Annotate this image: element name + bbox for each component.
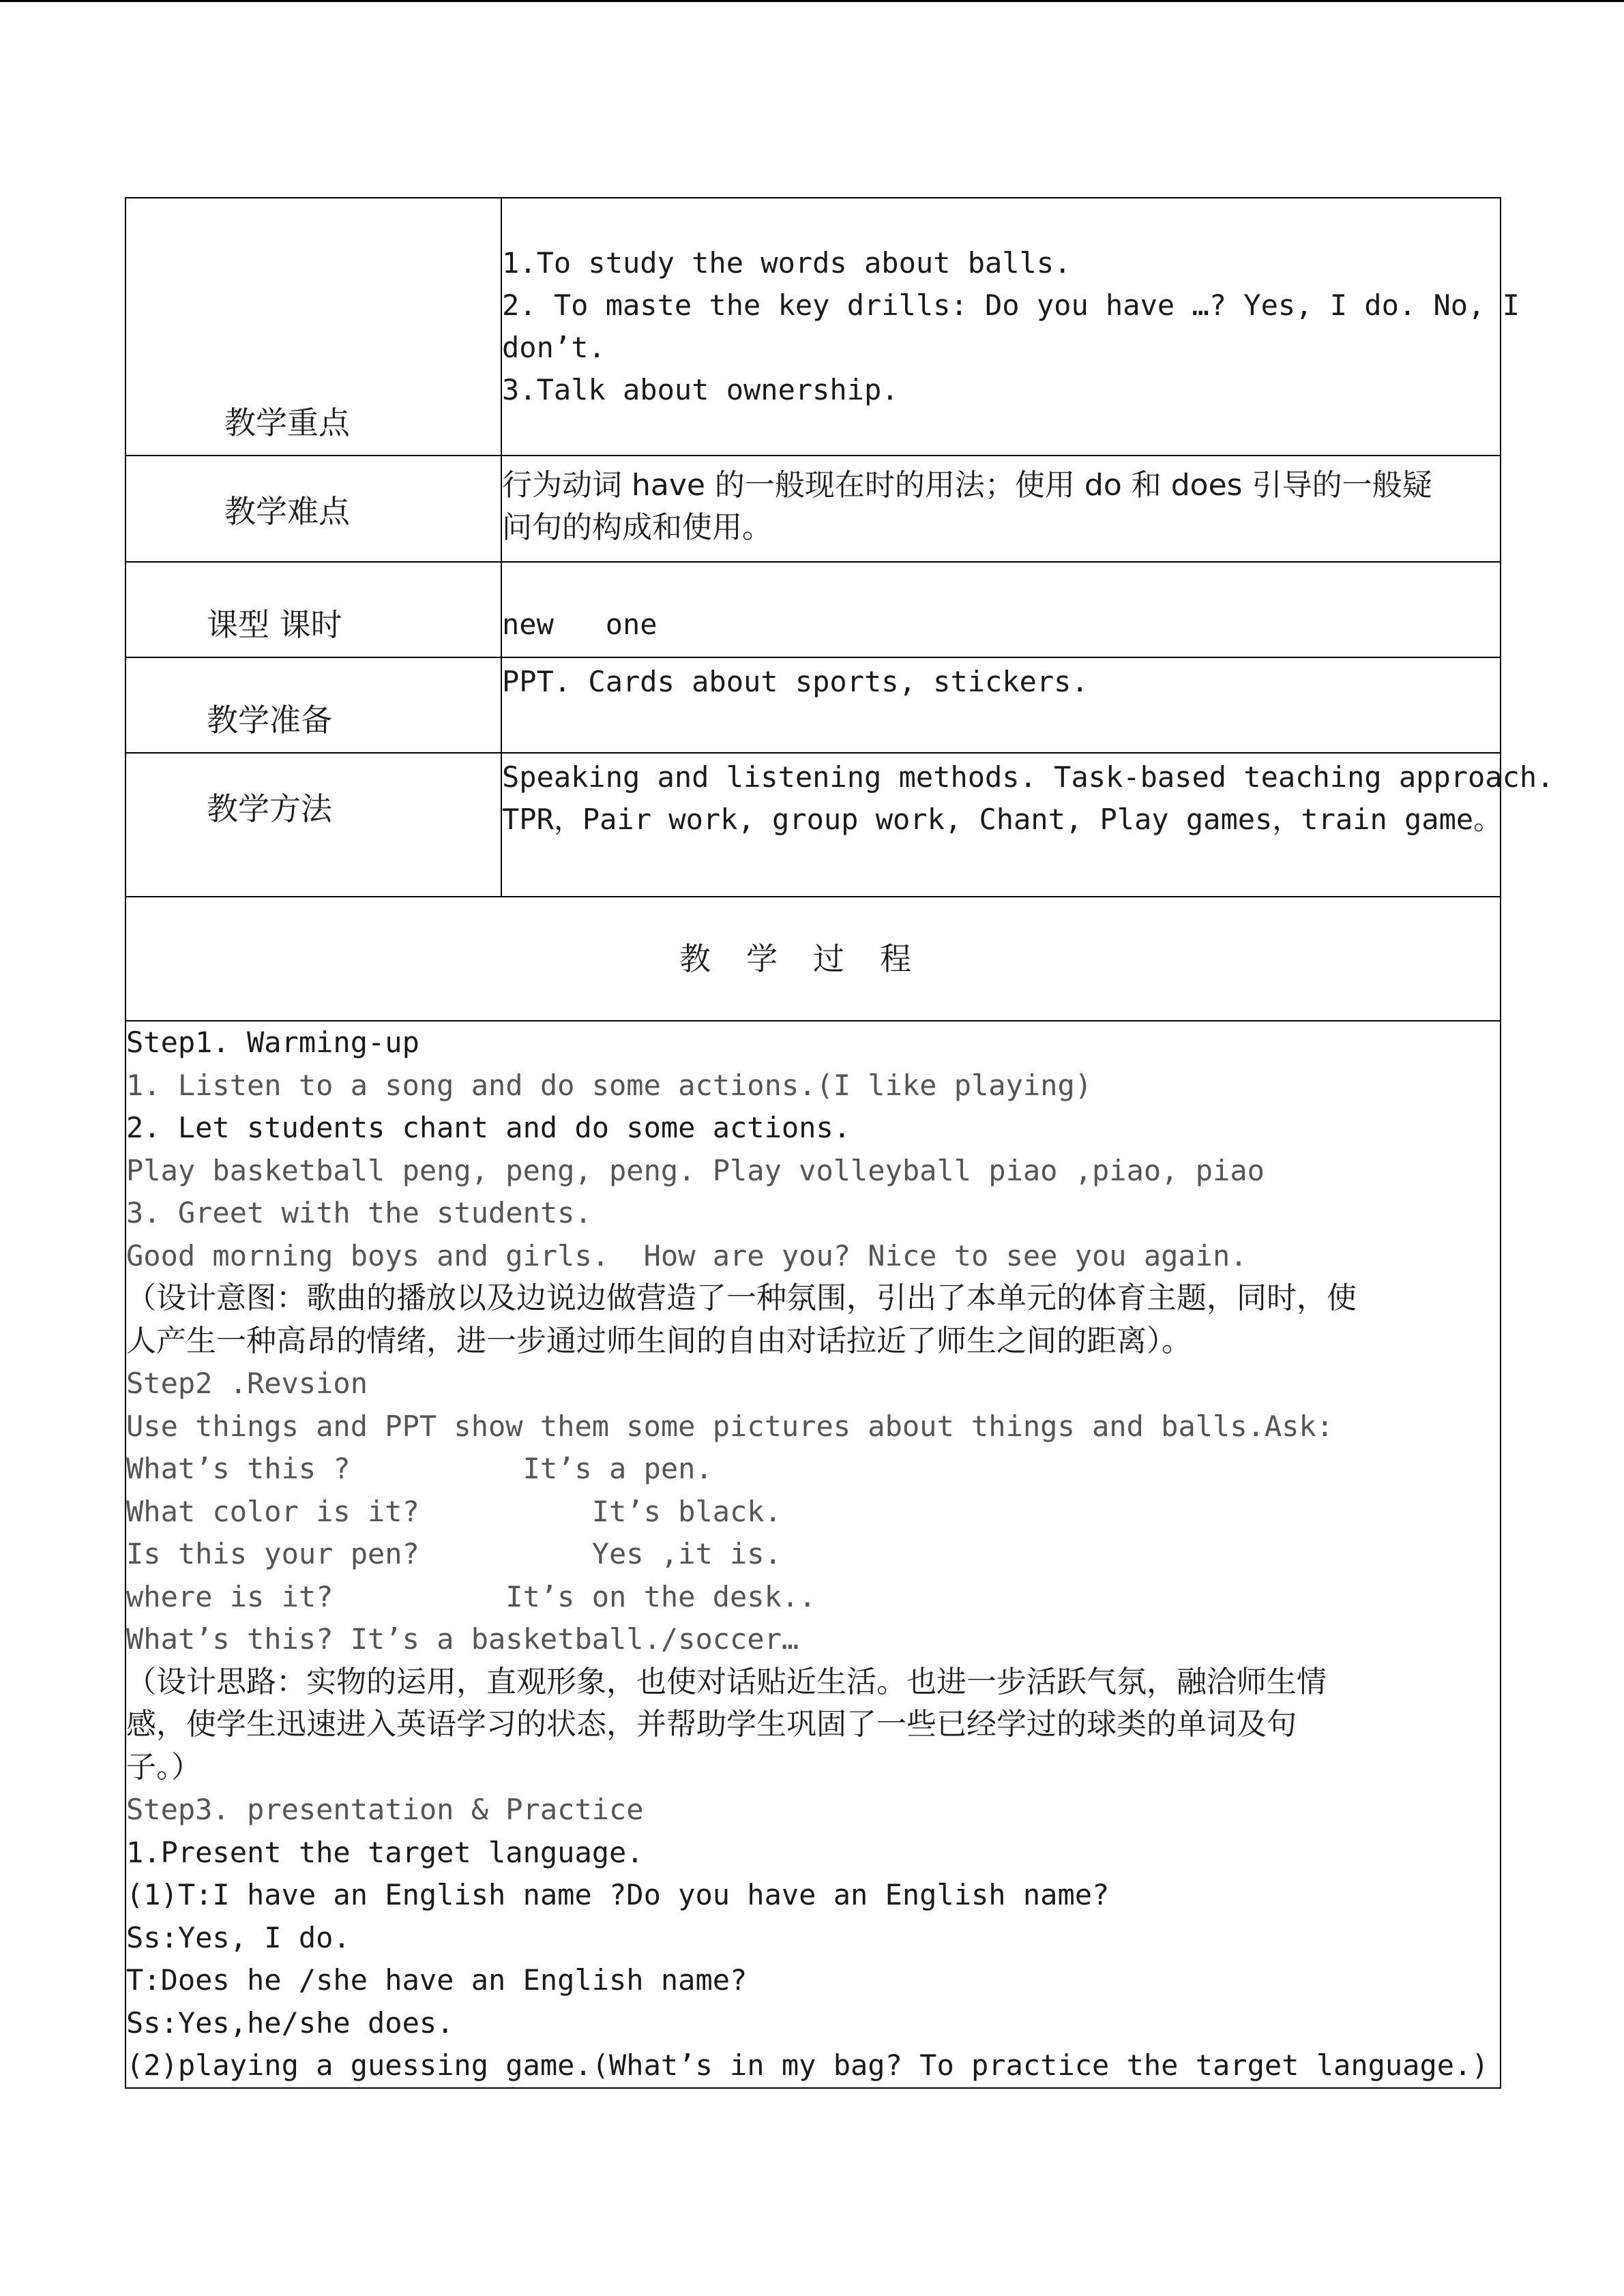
row-difficulties (126, 456, 1501, 562)
methods-line: Speaking and listening methods. Task-based teaching approach. (502, 760, 1554, 794)
process-line: Step2 .Revsion (126, 1367, 368, 1400)
key-points-line: don’t. (502, 331, 606, 364)
type-period-value: new one (502, 608, 658, 641)
label-cell (126, 456, 501, 562)
process-line: (1)T:I have an English name ?Do you have an English name? (126, 1878, 1110, 1911)
process-line: Is this your pen? Yes ,it is. (126, 1537, 782, 1570)
methods-label: 教学方法 (207, 790, 332, 827)
key-points-line: 3.Talk about ownership. (502, 373, 899, 406)
methods-line: TPR，Pair work, group work, Chant, Play games，train game。 (502, 803, 1503, 836)
page-top-border (0, 0, 1624, 2)
label-cell (126, 198, 501, 456)
process-line: Step1. Warming-up (126, 1026, 419, 1059)
process-line: （设计思路：实物的运用，直观形象，也使对话贴近生活。也进一步活跃气氛，融洽师生情 (126, 1664, 1327, 1699)
label-cell (126, 753, 501, 897)
process-line: Ss:Yes, I do. (126, 1920, 351, 1954)
process-line: 人产生一种高昂的情绪，进一步通过师生间的自由对话拉近了师生之间的距离）。 (126, 1323, 1192, 1358)
process-line: （设计意图：歌曲的播放以及边说边做营造了一种氛围，引出了本单元的体育主题，同时，使 (126, 1281, 1357, 1315)
process-line: 1. Listen to a song and do some actions.(I like playing) (126, 1068, 1093, 1102)
row-process-title (126, 897, 1501, 1021)
process-content (126, 1021, 1501, 2088)
key-points-content (501, 198, 1520, 456)
row-key-points (126, 198, 1501, 456)
process-line: Good morning boys and girls. How are you? Nice to see you again. (126, 1238, 1247, 1272)
process-line: 2. Let students chant and do some actions. (126, 1111, 851, 1144)
process-line: (2)playing a guessing game.(What’s in my bag? To practice the target language.) (126, 2048, 1489, 2082)
process-line: where is it? It’s on the desk.. (126, 1579, 816, 1613)
row-process-content (126, 1021, 1501, 2088)
type-period-content (501, 562, 1501, 657)
process-line: Step3. presentation & Practice (126, 1793, 644, 1826)
process-line: 子。） (126, 1749, 201, 1785)
process-line: 3. Greet with the students. (126, 1196, 592, 1229)
preparation-label: 教学准备 (207, 702, 332, 739)
difficulties-line: 行为动词 have 的一般现在时的用法；使用 do 和 does 引导的一般疑 (502, 468, 1432, 503)
process-line: What’s this ? It’s a pen. (126, 1452, 713, 1485)
type-period-label: 课型 课时 (207, 606, 342, 643)
row-preparation (126, 657, 1501, 753)
process-line: 1.Present the target language. (126, 1835, 644, 1869)
preparation-value: PPT. Cards about sports, stickers. (502, 665, 1089, 698)
process-line: Use things and PPT show them some pictures about things and balls.Ask: (126, 1409, 1334, 1443)
process-line: What’s this? It’s a basketball./soccer… (126, 1622, 799, 1656)
process-line: What color is it? It’s black. (126, 1494, 782, 1528)
preparation-content (501, 657, 1501, 753)
difficulties-line: 问句的构成和使用。 (502, 510, 772, 545)
methods-content (501, 753, 1554, 897)
difficulties-label: 教学难点 (224, 493, 350, 530)
process-line: Play basketball peng, peng, peng. Play volleyball piao ,piao, piao (126, 1153, 1265, 1187)
process-line: T:Does he /she have an English name? (126, 1963, 748, 1997)
label-cell (126, 657, 501, 753)
key-points-line: 1.To study the words about balls. (502, 246, 1072, 280)
process-line: 感，使学生迅速进入英语学习的状态，并帮助学生巩固了一些已经学过的球类的单词及句 (126, 1707, 1297, 1742)
process-title: 教学过程 (126, 897, 1501, 1021)
row-methods (126, 753, 1501, 897)
label-cell (126, 562, 501, 657)
key-points-line: 2. To maste the key drills: Do you have …? Yes, I do. No, I (502, 288, 1520, 322)
process-line: Ss:Yes,he/she does. (126, 2006, 454, 2040)
key-points-label: 教学重点 (224, 404, 350, 441)
difficulties-content (501, 456, 1501, 562)
row-type-period (126, 562, 1501, 657)
lesson-plan-table (125, 197, 1554, 2089)
